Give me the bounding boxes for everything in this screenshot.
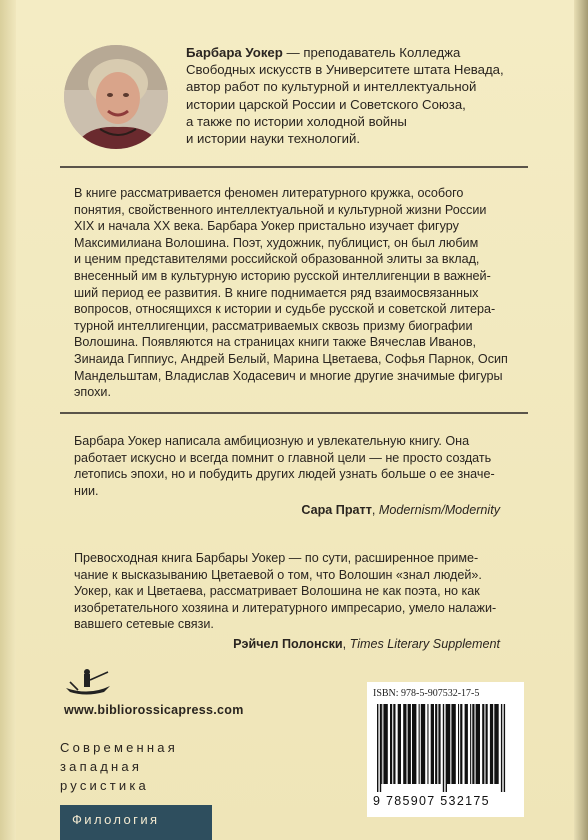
description-line: ший период ее развития. В книге поднимается ряд взаимосвязанных — [74, 285, 479, 300]
bio-line-5: и истории науки технологий. — [186, 131, 361, 147]
review-source: Times Literary Supplement — [349, 637, 500, 651]
description-line: эпохи. — [74, 385, 111, 400]
author-name: Барбара Уокер — [186, 45, 283, 60]
series-line: русистика — [60, 778, 149, 793]
description-line: Максимилиана Волошина. Поэт, художник, публицист, он был любим — [74, 235, 479, 250]
cover-edge-left — [0, 0, 16, 840]
reviewer-name: Рэйчел Полонски — [233, 637, 343, 651]
book-description — [74, 185, 514, 401]
description-line: Волошина. Появляются на страницах книги также Вячеслав Иванов, — [74, 335, 477, 350]
description-line: внесенный им в культурную историю русской интеллигенции в важней- — [74, 268, 491, 283]
barcode-panel — [367, 682, 524, 817]
quote-line: работает искусно и всегда помнит о главной цели — не просто создать — [74, 450, 492, 465]
divider-middle — [60, 412, 528, 414]
description-line: Мандельштам, Владислав Ходасевич и многие другие значимые фигуры — [74, 368, 503, 383]
cover-edge-right — [574, 0, 588, 840]
quote-line: нии. — [74, 483, 99, 498]
series-line: Современная — [60, 740, 178, 755]
bio-line-0-text: — преподаватель Колледжа — [282, 45, 461, 60]
bio-line-3: истории царской России и Советского Союза, — [186, 96, 466, 112]
description-line: понятия, свойственного интеллектуальной и культурной жизни России — [74, 202, 487, 217]
category-tag: Филология — [60, 805, 212, 840]
publisher-website[interactable]: www.bibliorossicapress.com — [64, 703, 244, 717]
quote-line: Уокер, как и Цветаева, рассматривает Волошина не как поэта, но как — [74, 584, 480, 599]
quote-line: изобретательного хозяина и литературного импресарио, умело налажи- — [74, 600, 497, 615]
quote-line: Барбара Уокер написала амбициозную и увлекательную книгу. Она — [74, 434, 470, 448]
description-line: Зинаида Гиппиус, Андрей Белый, Марина Цветаева, Софья Парнок, Осип — [74, 351, 508, 366]
bio-line-4: а также по истории холодной войны — [186, 113, 407, 129]
review-attribution-1: Сара Пратт, Modernism/Modernity — [301, 503, 500, 517]
author-photo — [64, 45, 168, 149]
quote-line: летопись эпохи, но и побудить других людей узнать больше о ее значе- — [74, 467, 495, 482]
review-quote-2 — [74, 550, 506, 633]
bio-line-1: Свободных искусств в Университете штата Невада, — [186, 62, 504, 78]
description-line: турной интеллигенции, рассматриваемых сквозь призму биографии — [74, 318, 473, 333]
bio-line-2: автор работ по культурной и интеллектуальной — [186, 79, 477, 95]
description-line: В книге рассматривается феномен литературного кружка, особого — [74, 186, 464, 200]
quote-line: чание к высказыванию Цветаевой о том, что Волошин «знал людей». — [74, 567, 482, 582]
quote-line: вавшего сетевые связи. — [74, 617, 214, 632]
review-attribution-2: Рэйчел Полонски, Times Literary Supplement — [233, 637, 500, 651]
description-line: вопросов, относящихся к истории и судьбе русской и советской литера- — [74, 302, 496, 317]
boat-rower-logo-icon — [64, 668, 114, 698]
author-bio — [186, 44, 526, 147]
series-title — [60, 738, 178, 795]
review-quote-1 — [74, 433, 506, 499]
quote-line: Превосходная книга Барбары Уокер — по сути, расширенное приме- — [74, 551, 479, 565]
barcode-bars — [375, 704, 517, 792]
description-line: XIX и начала XX века. Барбара Уокер пристально изучает фигуру — [74, 219, 459, 234]
series-line: западная — [60, 759, 143, 774]
reviewer-name: Сара Пратт — [301, 503, 372, 517]
description-line: и ценим представителями российской образованной элиты за вклад, — [74, 252, 480, 267]
isbn-label: ISBN: 978-5-907532-17-5 — [373, 688, 480, 699]
review-source: Modernism/Modernity — [378, 503, 500, 517]
bio-line-0 — [186, 44, 526, 61]
divider-top — [60, 166, 528, 168]
barcode-number: 9 785907 532175 — [373, 794, 490, 808]
